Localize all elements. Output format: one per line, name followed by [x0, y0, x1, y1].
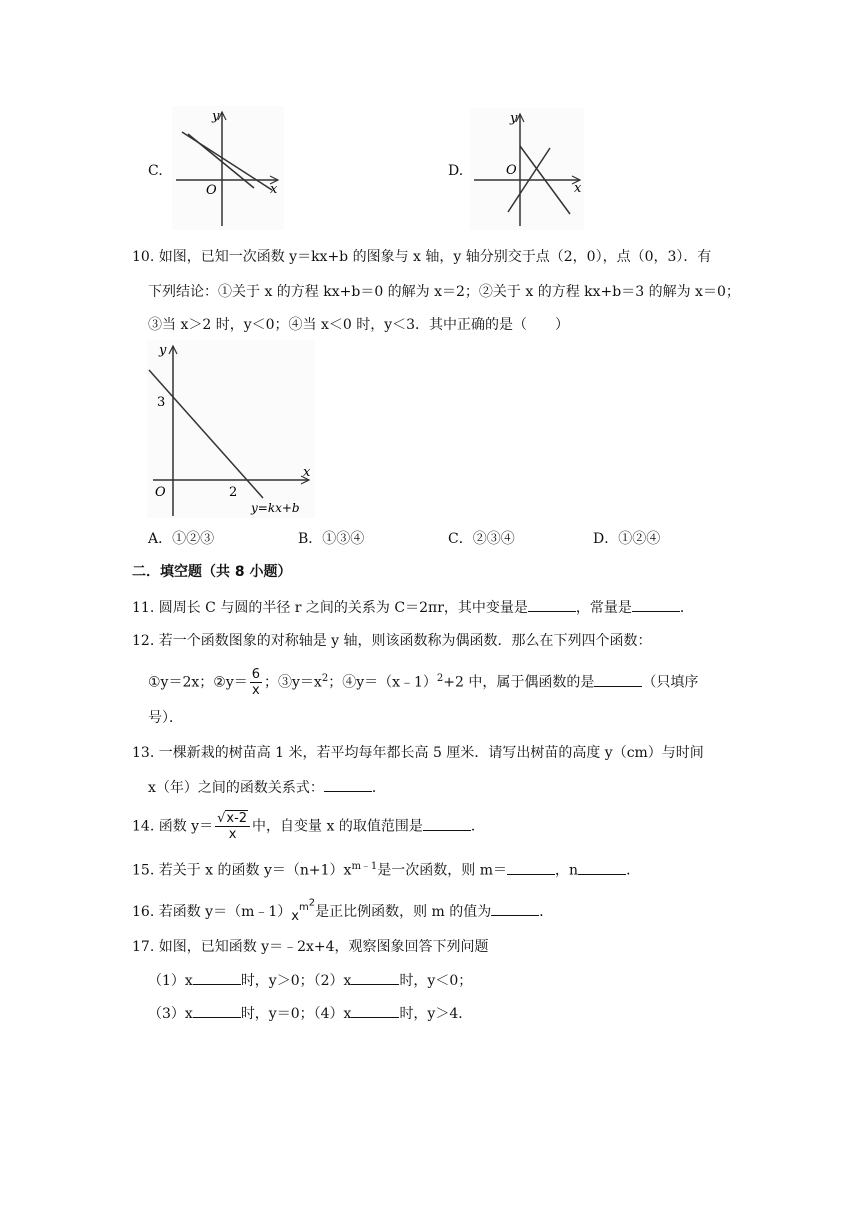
- q13-text2a: x（年）之间的函数关系式：: [148, 780, 324, 796]
- q15-text-c: ，n: [555, 862, 579, 879]
- q14-frac-num: √x-2: [215, 811, 250, 827]
- q10-graph: [147, 340, 315, 518]
- q10-tick-2: 2: [229, 485, 238, 500]
- q12-frac-den: x: [252, 683, 260, 699]
- option-c-graph: [172, 106, 284, 230]
- q10-option-b[interactable]: [298, 529, 364, 549]
- option-d-label: D.: [448, 163, 464, 179]
- q16-sup-2: 2: [308, 898, 316, 909]
- q17-blank-1[interactable]: [193, 970, 241, 985]
- q11: [132, 597, 694, 618]
- q12-fraction: [250, 667, 262, 698]
- q17-r2c: 时，y＞4．: [399, 1006, 473, 1022]
- q10-tick-3: 3: [157, 395, 166, 410]
- q10-line1: [132, 247, 711, 267]
- q17-line1: [132, 937, 489, 957]
- q10-text1: 如图，已知一次函数 y＝kx+b 的图象与 x 轴，y 轴分别交于点（2，0），点（0，3）．有: [158, 249, 712, 265]
- q16-text-c: ．: [539, 903, 554, 920]
- q14-number: 14.: [132, 818, 155, 835]
- q10-option-d[interactable]: [593, 529, 660, 549]
- q14-sqrt: x-2: [226, 811, 248, 826]
- d-y-label: y: [510, 111, 518, 126]
- q12-sup2: 2: [321, 673, 329, 684]
- q11-number: 11.: [132, 600, 155, 616]
- q15-number: 15.: [132, 862, 155, 879]
- q15-blank-1[interactable]: [507, 860, 555, 875]
- q14-blank[interactable]: [423, 816, 471, 831]
- q15-blank-2[interactable]: [578, 860, 626, 875]
- c-origin-label: O: [206, 183, 217, 198]
- q17-r2b: 时，y＝0；（4）x: [240, 1006, 352, 1022]
- q15-text-d: ．: [626, 862, 641, 879]
- option-c-text: ②③④: [472, 531, 515, 547]
- q14-frac-den: x: [228, 827, 237, 842]
- option-d-graph: [470, 108, 584, 230]
- q15-text-a: 若关于 x 的函数 y＝（n+1）x: [158, 862, 352, 879]
- q12-text1: 若一个函数图象的对称轴是 y 轴，则该函数称为偶函数．那么在下列四个函数：: [158, 633, 652, 649]
- q17-blank-4[interactable]: [351, 1003, 399, 1018]
- q12-blank[interactable]: [594, 672, 642, 687]
- q12-part5: （只填序: [642, 674, 699, 691]
- q14-end: ．: [470, 818, 485, 835]
- c-y-label: y: [212, 109, 220, 124]
- q13-blank[interactable]: [324, 777, 372, 792]
- q12-line1: [132, 631, 652, 651]
- q16-sup: [298, 898, 316, 914]
- q15-text-b: 是一次函数，则 m＝: [377, 862, 508, 879]
- q15-sup: m﹣1: [351, 861, 378, 872]
- q14-fraction: [215, 811, 250, 842]
- q16-text-a: 若函数 y＝（m﹣1）: [158, 903, 292, 920]
- q16-text-b: 是正比例函数，则 m 的值为: [315, 903, 492, 920]
- q12-sup3: 2: [436, 673, 444, 684]
- section-title: 二．填空题（共 8 小题）: [132, 564, 292, 580]
- q12-number: 12.: [132, 633, 155, 649]
- d-x-label: x: [574, 181, 582, 196]
- q13-text1: 一棵新栽的树苗高 1 米，若平均每年都长高 5 厘米．请写出树苗的高度 y（cm）与时间: [158, 745, 704, 761]
- option-a-label: A．: [148, 531, 173, 547]
- q17-blank-2[interactable]: [351, 970, 399, 985]
- q10-x-label: x: [303, 465, 311, 480]
- q17-row2: [148, 1003, 472, 1024]
- q11-blank-2[interactable]: [632, 597, 680, 612]
- q12-line3: 号）．: [148, 710, 183, 726]
- q16-base: x: [291, 908, 299, 924]
- c-x-label: x: [270, 182, 278, 197]
- q12-part2: ；③y＝x: [264, 674, 322, 691]
- q17-r2a: （3）x: [148, 1006, 193, 1022]
- q12-frac-num: 6: [251, 667, 261, 683]
- q17-row1: [148, 970, 472, 991]
- q10-option-c[interactable]: [448, 529, 515, 549]
- q10-number: 10.: [132, 249, 155, 265]
- q10-line3: ③当 x＞2 时，y＜0；④当 x＜0 时，y＜3．其中正确的是（ ）: [148, 317, 570, 333]
- option-c-text-label: C．: [448, 531, 473, 547]
- q16: [132, 894, 553, 923]
- option-b-text: ①③④: [322, 531, 365, 547]
- option-b-label: B．: [298, 531, 323, 547]
- q13-number: 13.: [132, 745, 155, 761]
- q17-r1a: （1）x: [148, 973, 193, 989]
- q11-text-c: ．: [679, 600, 694, 616]
- q10-y-label: y: [159, 343, 167, 358]
- option-d-text-label: D．: [593, 531, 619, 547]
- q10-option-a[interactable]: [148, 529, 214, 549]
- q10-line2: 下列结论：①关于 x 的方程 kx+b＝0 的解为 x＝2；②关于 x 的方程 kx+b＝3 的解为 x＝0；: [148, 284, 740, 300]
- q12-part3: ；④y＝（x﹣1）: [328, 674, 437, 691]
- q12-part1: ①y＝2x；②y＝: [148, 674, 248, 691]
- q17-text1: 如图，已知函数 y＝﹣2x+4，观察图象回答下列问题: [158, 939, 489, 955]
- q12-part4: +2 中，属于偶函数的是: [443, 674, 595, 691]
- q17-blank-3[interactable]: [193, 1003, 241, 1018]
- q13-text2b: ．: [371, 780, 386, 796]
- q15: [132, 857, 640, 881]
- q11-text-a: 圆周长 C 与圆的半径 r 之间的关系为 C＝2πr，其中变量是: [158, 600, 528, 616]
- q16-number: 16.: [132, 903, 155, 920]
- option-c-label: C.: [148, 163, 163, 179]
- q12-line2: [148, 664, 698, 698]
- q13-line2: [148, 777, 386, 798]
- q17-r1c: 时，y＜0；: [399, 973, 473, 989]
- q16-sup-m: m: [298, 902, 309, 914]
- q17-number: 17.: [132, 939, 155, 955]
- q10-origin-label: O: [155, 485, 166, 500]
- q14-suffix: 中，自变量 x 的取值范围是: [252, 818, 423, 835]
- option-d-text: ①②④: [618, 531, 661, 547]
- q13-line1: [132, 743, 704, 763]
- q10-line-label: y=kx+b: [251, 501, 300, 515]
- q17-r1b: 时，y＞0；（2）x: [240, 973, 352, 989]
- q16-blank[interactable]: [491, 901, 539, 916]
- q11-text-b: ，常量是: [575, 600, 632, 616]
- option-a-text: ①②③: [172, 531, 215, 547]
- q14-prefix: 函数 y＝: [158, 818, 214, 835]
- q14: [132, 811, 485, 842]
- q11-blank-1[interactable]: [528, 597, 576, 612]
- d-origin-label: O: [506, 163, 517, 178]
